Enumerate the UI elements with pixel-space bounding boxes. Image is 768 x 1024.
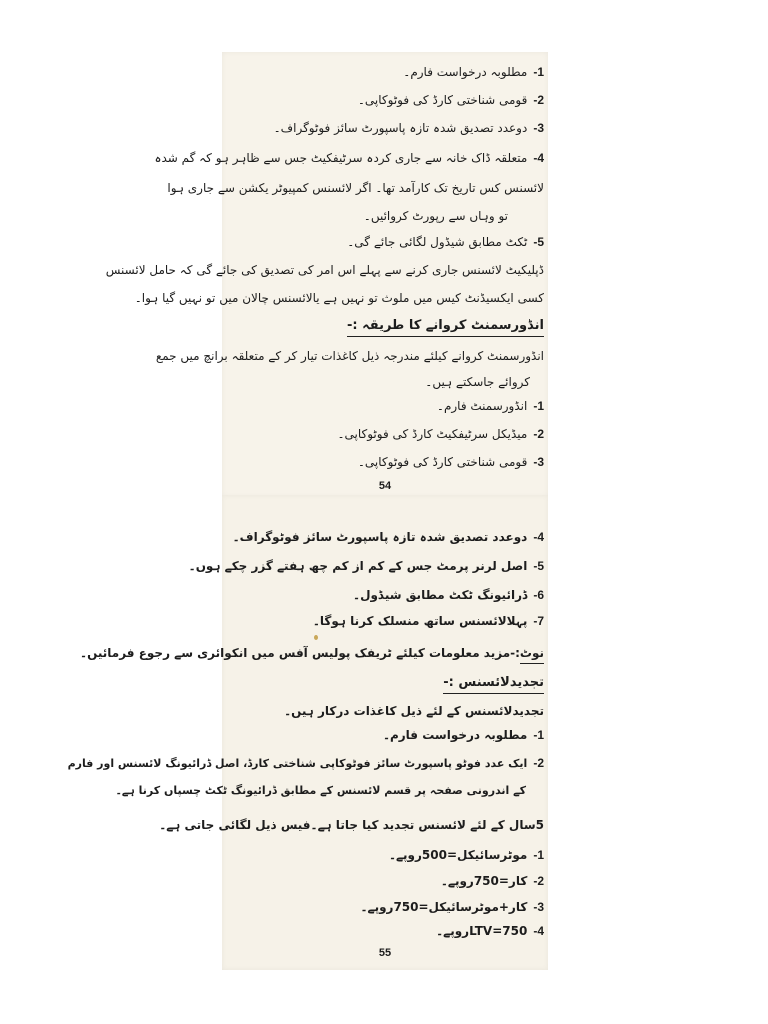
list-item: -5ٹکٹ مطابق شیڈول لگائی جائے گی۔: [347, 235, 544, 249]
list-item-continuation: لائسنس کس تاریخ تک کارآمد تھا۔ اگر لائسنس کمپیوٹر یکشن سے جاری ہوا: [167, 181, 544, 195]
list-item: -3دوعدد تصدیق شدہ تازہ پاسپورٹ سائز فوٹوگراف۔: [273, 121, 544, 135]
section-heading: تجدیدلائسنس :-: [224, 671, 544, 695]
paragraph-line: تجدیدلائسنس کے لئے ذیل کاغذات درکار ہیں۔: [284, 704, 544, 718]
list-item: -1انڈورسمنٹ فارم۔: [436, 399, 544, 413]
page-number: 55: [378, 947, 392, 959]
fee-item: -4750=LTVروپے۔: [436, 924, 544, 938]
page-54: [105, 52, 548, 497]
fee-item: -1موٹرسائیکل=500روپے۔: [388, 848, 544, 862]
list-item: -2قومی شناختی کارڈ کی فوٹوکاپی۔: [357, 93, 544, 107]
section-heading: انڈورسمنٹ کروانے کا طریقہ :-: [224, 314, 544, 338]
paragraph-line: ڈپلیکیٹ لائسنس جاری کرنے سے پہلے اس امر کی تصدیق کی جائے گی کہ حامل لائسنس: [105, 263, 544, 277]
paragraph-line: 5سال کے لئے لائسنس تجدید کیا جاتا ہے۔فیس ذیل لگائی جاتی ہے۔: [159, 818, 544, 832]
note-line: نوٹ:-مزید معلومات کیلئے ٹریفک پولیس آفس میں انکوائری سے رجوع فرمائیں۔: [224, 641, 544, 665]
list-item: -6ڈرائیونگ ٹکٹ مطابق شیڈول۔: [353, 588, 544, 602]
paragraph-line: انڈورسمنٹ کروانے کیلئے مندرجہ ذیل کاغذات تیار کر کے متعلقہ برانچ میں جمع: [155, 349, 544, 363]
list-item: -2ایک عدد فوٹو پاسپورٹ سائز فوٹوکاپی شناختی کارڈ، اصل ڈرائیونگ لائسنس اور فارم: [67, 756, 544, 770]
list-item: -4دوعدد تصدیق شدہ تازہ پاسپورٹ سائز فوٹوگراف۔: [232, 530, 544, 544]
paragraph-line: کروائے جاسکتے ہیں۔: [425, 375, 530, 389]
list-item: -4متعلقہ ڈاک خانہ سے جاری کردہ سرٹیفکیٹ جس سے ظاہر ہو کہ گم شدہ: [154, 151, 544, 165]
list-item: -5اصل لرنر پرمٹ جس کے کم از کم چھ ہفتے گزر چکے ہوں۔: [188, 559, 544, 573]
list-item: -2میڈیکل سرٹیفکیٹ کارڈ کی فوٹوکاپی۔: [337, 427, 544, 441]
fee-item: -3کار+موٹرسائیکل=750روپے۔: [360, 900, 544, 914]
list-item: -1مطلوبہ درخواست فارم۔: [403, 65, 544, 79]
list-item-continuation: تو وہاں سے رپورٹ کروائیں۔: [363, 209, 508, 223]
list-item: -1مطلوبہ درخواست فارم۔: [382, 728, 544, 742]
paper-speck: [314, 635, 318, 640]
list-item: -3قومی شناختی کارڈ کی فوٹوکاپی۔: [357, 455, 544, 469]
list-item-continuation: کے اندرونی صفحہ پر قسم لائسنس کے مطابق ڈرائیونگ ٹکٹ چسپاں کرنا ہے۔: [115, 784, 526, 797]
fee-item: -2کار=750روپے۔: [440, 874, 544, 888]
list-item: -7پہلالائسنس ساتھ منسلک کرنا ہوگا۔: [312, 614, 544, 628]
page-55: [67, 495, 548, 970]
paragraph-line: کسی ایکسیڈنٹ کیس میں ملوث تو نہیں ہے یالائسنس چالان میں تو نہیں گیا ہوا۔: [134, 291, 544, 305]
page-number: 54: [378, 480, 392, 492]
